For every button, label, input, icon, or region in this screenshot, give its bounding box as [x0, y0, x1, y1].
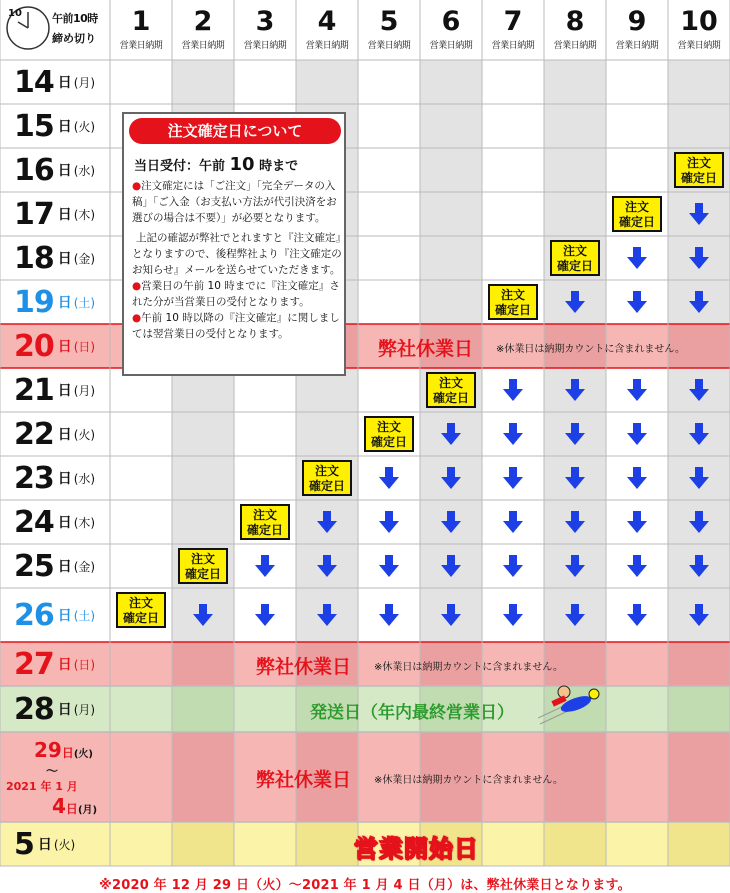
down-arrow-icon	[439, 603, 463, 627]
date-number: 17	[14, 196, 54, 232]
column-number-6: 6	[441, 6, 461, 37]
down-arrow-icon	[501, 466, 525, 490]
down-arrow-icon	[687, 290, 711, 314]
order-confirm-badge	[550, 240, 600, 276]
column-number-4: 4	[317, 6, 337, 37]
down-arrow-icon	[563, 554, 587, 578]
column-label-7: 営業日納期	[491, 41, 535, 51]
notice-time	[134, 154, 298, 175]
column-label-8: 営業日納期	[553, 41, 597, 51]
down-arrow-icon	[625, 290, 649, 314]
down-arrow-icon	[501, 422, 525, 446]
order-confirm-badge	[612, 196, 662, 232]
date-suffix: 日	[57, 559, 72, 575]
date-suffix: 日	[57, 608, 72, 624]
date-number: 16	[14, 152, 54, 188]
date-suffix: 日	[57, 251, 72, 267]
date-suffix: 日	[57, 427, 72, 443]
down-arrow-icon	[563, 290, 587, 314]
notice-time-suffix: 時まで	[254, 159, 299, 174]
date-number: 14	[14, 64, 54, 100]
date-cell	[0, 324, 110, 368]
down-arrow-icon	[439, 510, 463, 534]
column-number-10: 10	[680, 6, 718, 37]
date-number: 15	[14, 108, 54, 144]
notice-para-2: 上記の確認が弊社でとれますと『注文確定』となりますので、後程弊社より『注文確定のお知らせ』メールを送らせていただきます。	[132, 232, 342, 276]
badge-line1: 注文	[500, 288, 525, 302]
order-confirm-badge	[364, 416, 414, 452]
badge-line2: 確定日	[680, 171, 717, 185]
date-suffix: 日	[57, 383, 72, 399]
date-cell	[0, 192, 110, 236]
down-arrow-icon	[377, 466, 401, 490]
holiday-label: 弊社休業日	[256, 656, 352, 678]
down-arrow-icon	[253, 603, 277, 627]
weekday: (土)	[73, 608, 96, 623]
down-arrow-icon	[377, 554, 401, 578]
order-confirm-badge	[302, 460, 352, 496]
footer-note: ※2020 年 12 月 29 日（火）～2021 年 1 月 4 日（月）は、弊社休業日となります。	[99, 878, 631, 893]
weekday: (金)	[73, 559, 96, 574]
down-arrow-icon	[687, 202, 711, 226]
badge-line2: 確定日	[618, 215, 655, 229]
ship-label: 発送日（年内最終営業日）	[310, 703, 514, 723]
date-suffix: 日	[57, 339, 72, 355]
down-arrow-icon	[439, 422, 463, 446]
notice-para-4: ●午前 10 時以降の『注文確定』に関しましては翌営業日の受付となります。	[132, 312, 340, 340]
start-label: 営業開始日	[354, 835, 479, 863]
date-number: 22	[14, 416, 54, 452]
down-arrow-icon	[563, 510, 587, 534]
range-year: 2021 年 1 月	[6, 780, 78, 793]
date-number: 19	[14, 284, 54, 320]
date-cell	[0, 686, 110, 732]
badge-line1: 注文	[190, 552, 215, 566]
date-suffix: 日	[57, 657, 72, 673]
weekday: (木)	[73, 515, 96, 530]
down-arrow-icon	[501, 378, 525, 402]
badge-line2: 確定日	[432, 391, 469, 405]
deadline-line1: 午前10時	[52, 12, 98, 25]
column-number-9: 9	[627, 6, 647, 37]
weekday: (木)	[73, 207, 96, 222]
date-cell-range	[0, 732, 110, 822]
down-arrow-icon	[191, 603, 215, 627]
date-number: 20	[14, 328, 54, 364]
column-number-1: 1	[131, 6, 151, 37]
badge-line1: 注文	[314, 464, 339, 478]
weekday: (水)	[73, 471, 96, 486]
weekday: (日)	[73, 339, 96, 354]
weekday: (火)	[73, 119, 96, 134]
weekday: (火)	[73, 427, 96, 442]
badge-line2: 確定日	[556, 259, 593, 273]
down-arrow-icon	[315, 510, 339, 534]
date-number: 23	[14, 460, 54, 496]
down-arrow-icon	[501, 554, 525, 578]
down-arrow-icon	[687, 510, 711, 534]
date-suffix: 日	[57, 163, 72, 179]
down-arrow-icon	[501, 603, 525, 627]
range-start: 29日(火)	[34, 738, 93, 762]
badge-line2: 確定日	[184, 567, 221, 581]
down-arrow-icon	[501, 510, 525, 534]
weekday: (火)	[53, 837, 76, 852]
weekday: (月)	[73, 383, 96, 398]
order-confirm-badge	[426, 372, 476, 408]
date-number: 28	[14, 691, 54, 727]
column-label-5: 営業日納期	[367, 41, 411, 51]
notice-para-3: ●営業日の午前 10 時までに『注文確定』された分が当営業日の受付となります。	[132, 280, 340, 308]
date-cell	[0, 588, 110, 642]
date-suffix: 日	[37, 837, 52, 853]
flying-hero-icon	[538, 678, 602, 728]
badge-line1: 注文	[376, 420, 401, 434]
badge-line2: 確定日	[122, 611, 159, 625]
date-cell	[0, 500, 110, 544]
down-arrow-icon	[563, 466, 587, 490]
date-number: 5	[14, 826, 34, 862]
weekday: (月)	[73, 702, 96, 717]
range-tilde: ～	[46, 764, 59, 778]
weekday: (日)	[73, 657, 96, 672]
notice-title: 注文確定日について	[129, 118, 341, 144]
date-number: 21	[14, 372, 54, 408]
holiday-note: ※休業日は納期カウントに含まれません。	[374, 662, 563, 673]
down-arrow-icon	[687, 378, 711, 402]
date-suffix: 日	[57, 471, 72, 487]
date-number: 18	[14, 240, 54, 276]
date-suffix: 日	[57, 702, 72, 718]
down-arrow-icon	[439, 466, 463, 490]
date-number: 27	[14, 646, 54, 682]
date-cell	[0, 822, 110, 866]
column-number-5: 5	[379, 6, 399, 37]
date-cell	[0, 412, 110, 456]
down-arrow-icon	[687, 246, 711, 270]
weekday: (月)	[73, 75, 96, 90]
date-cell	[0, 148, 110, 192]
date-suffix: 日	[57, 515, 72, 531]
down-arrow-icon	[625, 378, 649, 402]
down-arrow-icon	[563, 603, 587, 627]
down-arrow-icon	[625, 554, 649, 578]
notice-time-prefix: 当日受付：午前	[134, 159, 230, 174]
down-arrow-icon	[563, 422, 587, 446]
date-number: 25	[14, 548, 54, 584]
date-cell	[0, 104, 110, 148]
down-arrow-icon	[377, 510, 401, 534]
holiday-note: ※休業日は納期カウントに含まれません。	[374, 775, 563, 786]
badge-line1: 注文	[686, 156, 711, 170]
down-arrow-icon	[687, 422, 711, 446]
weekday: (金)	[73, 251, 96, 266]
column-label-6: 営業日納期	[429, 41, 473, 51]
order-confirm-badge	[674, 152, 724, 188]
down-arrow-icon	[625, 466, 649, 490]
down-arrow-icon	[687, 554, 711, 578]
holiday-note: ※休業日は納期カウントに含まれません。	[496, 344, 685, 355]
deadline-line2: 締め切り	[52, 32, 96, 45]
notice-body	[132, 178, 342, 342]
date-suffix: 日	[57, 75, 72, 91]
date-cell	[0, 280, 110, 324]
range-end: 4日(月)	[52, 794, 98, 818]
down-arrow-icon	[377, 603, 401, 627]
badge-line1: 注文	[438, 376, 463, 390]
down-arrow-icon	[687, 466, 711, 490]
date-cell	[0, 456, 110, 500]
date-number: 26	[14, 597, 54, 633]
down-arrow-icon	[253, 554, 277, 578]
down-arrow-icon	[439, 554, 463, 578]
order-confirm-badge	[488, 284, 538, 320]
badge-line2: 確定日	[246, 523, 283, 537]
order-confirm-badge	[178, 548, 228, 584]
badge-line1: 注文	[252, 508, 277, 522]
down-arrow-icon	[625, 246, 649, 270]
date-cell	[0, 60, 110, 104]
date-cell	[0, 368, 110, 412]
column-number-3: 3	[255, 6, 275, 37]
date-suffix: 日	[57, 207, 72, 223]
down-arrow-icon	[687, 603, 711, 627]
notice-para-1: ●注文確定には「ご注文」「完全データの入稿」「ご入金（お支払い方法が代引決済をお選びの場合は不要）」が必要となります。	[132, 180, 337, 224]
badge-line2: 確定日	[494, 303, 531, 317]
down-arrow-icon	[315, 554, 339, 578]
down-arrow-icon	[625, 510, 649, 534]
badge-line1: 注文	[624, 200, 649, 214]
badge-line2: 確定日	[370, 435, 407, 449]
column-label-4: 営業日納期	[305, 41, 349, 51]
column-number-8: 8	[565, 6, 585, 37]
badge-line1: 注文	[128, 596, 153, 610]
column-label-2: 営業日納期	[181, 41, 225, 51]
down-arrow-icon	[625, 603, 649, 627]
down-arrow-icon	[315, 603, 339, 627]
column-label-10: 営業日納期	[677, 41, 721, 51]
badge-line1: 注文	[562, 244, 587, 258]
date-number: 24	[14, 504, 54, 540]
date-cell	[0, 544, 110, 588]
weekday: (土)	[73, 295, 96, 310]
down-arrow-icon	[563, 378, 587, 402]
down-arrow-icon	[625, 422, 649, 446]
date-suffix: 日	[57, 295, 72, 311]
column-label-1: 営業日納期	[119, 41, 163, 51]
clock-label: 10	[8, 8, 22, 19]
order-confirm-badge	[116, 592, 166, 628]
column-label-3: 営業日納期	[243, 41, 287, 51]
order-confirm-badge	[240, 504, 290, 540]
holiday-label: 弊社休業日	[256, 769, 352, 791]
date-cell	[0, 236, 110, 280]
holiday-label: 弊社休業日	[378, 338, 474, 360]
column-number-7: 7	[503, 6, 523, 37]
date-suffix: 日	[57, 119, 72, 135]
order-confirm-notice	[122, 112, 346, 376]
notice-time-number: 10	[229, 154, 255, 175]
column-number-2: 2	[193, 6, 213, 37]
date-cell	[0, 642, 110, 686]
badge-line2: 確定日	[308, 479, 345, 493]
column-label-9: 営業日納期	[615, 41, 659, 51]
weekday: (水)	[73, 163, 96, 178]
